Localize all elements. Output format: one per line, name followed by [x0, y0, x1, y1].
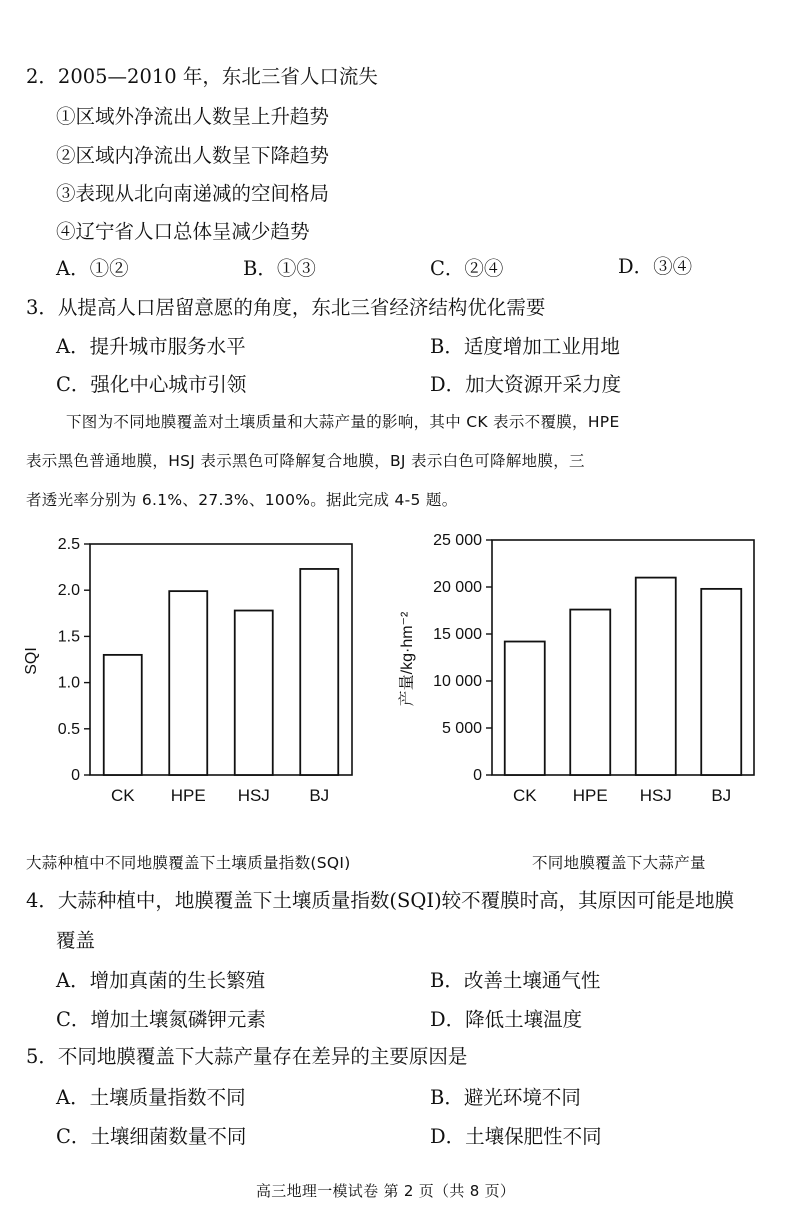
q2-option-d: D．③④ [618, 255, 693, 278]
y-axis-label-1: 产量/kg·hm⁻² [399, 611, 416, 707]
x-tick-label-0-2: HSJ [237, 786, 270, 805]
x-tick-label-0-1: HPE [170, 786, 206, 805]
q4-option-d: D．降低土壤温度 [430, 1008, 583, 1031]
q4-stem-line-1: 4．大蒜种植中，地膜覆盖下土壤质量指数(SQI)较不覆膜时高，其原因可能是地膜 [26, 889, 735, 912]
q2-item-1: ①区域外净流出人数呈上升趋势 [56, 105, 330, 128]
sqi-chart [0, 525, 400, 825]
page-footer: 高三地理一模试卷 第 2 页（共 8 页） [256, 1182, 516, 1200]
q3-option-a: A．提升城市服务水平 [56, 335, 246, 358]
q2-option-a: A．①② [56, 257, 129, 280]
y-tick-label-1-1: 5 000 [441, 720, 482, 737]
bar-1-hsj [636, 578, 676, 775]
bar-0-bj [300, 569, 338, 775]
q3-option-c: C．强化中心城市引领 [56, 373, 247, 396]
x-tick-label-0-0: CK [110, 786, 135, 805]
bar-0-hpe [169, 591, 207, 775]
y-tick-label-1-5: 25 000 [433, 532, 482, 549]
bar-0-ck [104, 655, 142, 775]
bar-1-hpe [570, 610, 610, 775]
bar-0-hsj [235, 611, 273, 775]
y-tick-label-0-1: 0.5 [57, 720, 80, 738]
sqi-chart-caption: 大蒜种植中不同地膜覆盖下土壤质量指数(SQI) [26, 854, 351, 872]
y-tick-label-1-0: 0 [473, 767, 482, 784]
y-tick-label-1-2: 10 000 [433, 673, 482, 690]
x-tick-label-1-1: HPE [572, 786, 608, 805]
q5-option-a: A．土壤质量指数不同 [56, 1086, 246, 1109]
yield-chart-caption: 不同地膜覆盖下大蒜产量 [532, 854, 706, 872]
q2-stem: 2．2005—2010 年，东北三省人口流失 [26, 65, 378, 88]
y-axis-label-0: SQI [23, 647, 40, 675]
q4-option-b: B．改善土壤通气性 [430, 969, 601, 992]
q5-stem: 5．不同地膜覆盖下大蒜产量存在差异的主要原因是 [26, 1045, 468, 1068]
y-tick-label-0-4: 2.0 [57, 582, 80, 600]
yield-chart [396, 525, 800, 825]
q4-option-c: C．增加土壤氮磷钾元素 [56, 1008, 266, 1031]
q2-option-c: C．②④ [430, 257, 504, 280]
y-tick-label-1-4: 20 000 [433, 579, 482, 596]
q4-option-a: A．增加真菌的生长繁殖 [56, 969, 266, 992]
intro-line-1: 下图为不同地膜覆盖对土壤质量和大蒜产量的影响，其中 CK 表示不覆膜，HPE [66, 413, 620, 431]
x-tick-label-1-2: HSJ [639, 786, 672, 805]
x-tick-label-1-0: CK [512, 786, 537, 805]
intro-line-2: 表示黑色普通地膜，HSJ 表示黑色可降解复合地膜，BJ 表示白色可降解地膜，三 [26, 452, 585, 470]
q5-option-c: C．土壤细菌数量不同 [56, 1125, 247, 1148]
y-tick-label-1-3: 15 000 [433, 626, 482, 643]
q3-option-b: B．适度增加工业用地 [430, 335, 620, 358]
intro-line-3: 者透光率分别为 6.1%、27.3%、100%。据此完成 4-5 题。 [26, 491, 458, 509]
y-tick-label-0-2: 1.0 [57, 674, 80, 692]
q2-item-2: ②区域内净流出人数呈下降趋势 [56, 144, 330, 167]
x-tick-label-1-3: BJ [711, 786, 732, 805]
q2-item-4: ④辽宁省人口总体呈减少趋势 [56, 220, 310, 243]
y-tick-label-0-0: 0 [71, 767, 80, 784]
y-tick-label-0-3: 1.5 [57, 628, 80, 646]
q4-stem-line-2: 覆盖 [56, 929, 96, 952]
bar-1-bj [701, 589, 741, 775]
y-tick-label-0-5: 2.5 [57, 536, 80, 553]
q2-option-b: B．①③ [243, 257, 316, 280]
q3-stem: 3．从提高人口居留意愿的角度，东北三省经济结构优化需要 [26, 296, 546, 319]
x-tick-label-0-3: BJ [309, 786, 330, 805]
bar-1-ck [505, 642, 545, 775]
q5-option-b: B．避光环境不同 [430, 1086, 581, 1109]
q3-option-d: D．加大资源开采力度 [430, 373, 622, 396]
q2-item-3: ③表现从北向南递减的空间格局 [56, 182, 330, 205]
q5-option-d: D．土壤保肥性不同 [430, 1125, 602, 1148]
